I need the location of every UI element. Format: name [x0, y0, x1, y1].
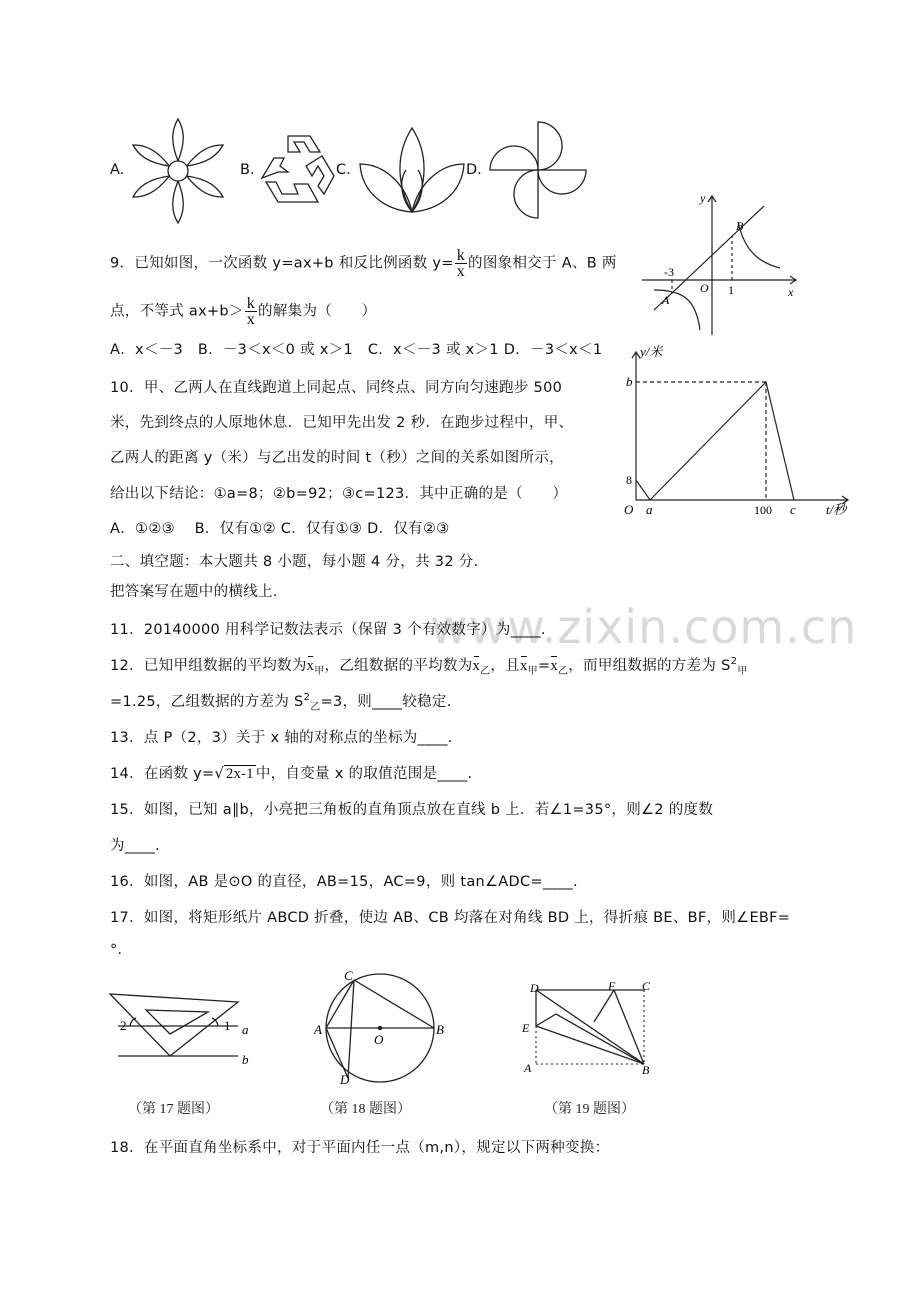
watermark: www.zixin.com.cn	[430, 600, 858, 654]
q9-label-x: x	[788, 285, 794, 299]
section2-title: 二、填空题：本大题共 8 小题，每小题 4 分，共 32 分.	[110, 554, 479, 570]
fig17-triangle-parallel	[104, 984, 264, 1080]
q9-tick-neg3: -3	[664, 265, 674, 279]
q8-figure-d-pinwheel	[486, 118, 590, 222]
fig19-label-f: F	[608, 979, 616, 993]
q10-line2: 米，先到终点的人原地休息．已知甲先出发 2 秒．在跑步过程中，甲、	[110, 415, 574, 431]
q14-text: 14．在函数 y=√ 2x-1 中，自变量 x 的取值范围是____.	[110, 766, 473, 782]
q18-text: 18．在平面直角坐标系中，对于平面内任一点（m,n），规定以下两种变换：	[110, 1140, 610, 1156]
fig18-caption: （第 18 题图）	[320, 1102, 411, 1117]
q8-option-b-label: B.	[240, 162, 255, 178]
q17-line1: 17．如图，将矩形纸片 ABCD 折叠，使边 AB、CB 均落在对角线 BD 上，得折痕 BE、BF，则∠EBF=	[110, 910, 791, 926]
q10-label-8: 8	[626, 473, 632, 487]
q8-figure-a-flower	[130, 116, 230, 224]
q12-line2: =1.25，乙组数据的方差为 $S^2_乙=3$，则____较稳定.	[110, 692, 452, 713]
fig18-label-a: A	[314, 1022, 322, 1037]
fig19-caption: （第 19 题图）	[544, 1102, 635, 1117]
q12-line1: 12．已知甲组数据的平均数为$x_甲$，乙组数据的平均数为$x_乙$，且$x_甲=x_乙$，而甲组数据的方差为 $S^2_甲$	[110, 656, 748, 677]
fig19-label-a: A	[524, 1061, 532, 1075]
q8-figure-c-lotus	[356, 124, 476, 216]
section2-note: 把答案写在题中的横线上.	[110, 584, 278, 600]
q9-graph	[632, 190, 804, 338]
q9-line2: 点，不等式 ax+b＞ $\frac{k}{x}$ 的解集为（ ）	[110, 295, 377, 328]
q9-options: A．x＜－3 B．－3＜x＜0 或 x＞1 C．x＜－3 或 x＞1 D．－3＜x＜1	[110, 342, 603, 358]
fig18-label-d: D	[340, 1072, 350, 1087]
q10-y-label: y/米	[640, 344, 663, 359]
fig17-label-1: 1	[224, 1018, 231, 1033]
q10-t-label: t/秒	[826, 502, 847, 517]
q17-line2: °．	[110, 942, 133, 958]
q9-line1: 9．已知如图，一次函数 y=ax+b 和反比例函数 y= $\frac{k}{x}$ 的图象相交于 A、B 两	[110, 247, 617, 280]
q10-label-100: 100	[754, 503, 772, 517]
fig17-caption: （第 17 题图）	[128, 1102, 219, 1117]
q8-option-d-label: D.	[466, 162, 482, 178]
q9-label-a: A	[662, 293, 670, 307]
q9-label-y: y	[700, 191, 706, 205]
q15-line2: 为____.	[110, 838, 160, 854]
fraction-k-over-x: $\frac{k}{x}$	[456, 247, 466, 280]
q11-text: 11．20140000 用科学记数法表示（保留 3 个有效数字）为____.	[110, 622, 546, 638]
fig17-label-b: b	[242, 1052, 249, 1067]
fig17-label-a: a	[242, 1022, 249, 1037]
q9-label-o: O	[700, 281, 709, 295]
radicand: 2x-1	[226, 766, 254, 782]
fig19-rectangle-fold	[518, 976, 668, 1078]
fig19-label-c: C	[642, 979, 651, 993]
fig18-circle	[310, 968, 450, 1088]
fig19-label-b: B	[642, 1063, 650, 1077]
fig18-label-b: B	[436, 1022, 444, 1037]
fig18-label-o: O	[374, 1032, 384, 1047]
q8-option-c-label: C.	[336, 162, 351, 178]
q16-text: 16．如图，AB 是⊙O 的直径，AB=15，AC=9，则 tan∠ADC=____.	[110, 874, 578, 890]
q10-label-o: O	[624, 502, 634, 517]
q10-graph	[616, 340, 856, 522]
q10-label-a: a	[646, 502, 653, 517]
q9-label-b: B	[736, 219, 744, 233]
fig18-label-c: C	[344, 968, 353, 983]
fig19-label-d: D	[530, 981, 539, 995]
q10-label-c: c	[790, 502, 796, 517]
q10-line1: 10．甲、乙两人在直线跑道上同起点、同终点、同方向匀速跑步 500	[110, 380, 563, 396]
fig17-label-2: 2	[120, 1018, 127, 1033]
q15-line1: 15．如图，已知 a∥b，小亮把三角板的直角顶点放在直线 b 上．若∠1=35°，则∠2 的度数	[110, 802, 714, 818]
q9-tick-1: 1	[728, 283, 734, 297]
q10-line3: 乙两人的距离 y（米）与乙出发的时间 t（秒）之间的关系如图所示，	[110, 450, 564, 466]
q10-line4: 给出以下结论：①a=8；②b=92；③c=123．其中正确的是（ ）	[110, 486, 568, 502]
q10-label-b: b	[626, 374, 633, 389]
fig19-label-e: E	[522, 1021, 530, 1035]
q13-text: 13．点 P（2，3）关于 x 轴的对称点的坐标为____.	[110, 730, 453, 746]
q8-figure-b-recycle	[258, 132, 340, 208]
fraction-k-over-x: $\frac{k}{x}$	[246, 295, 256, 328]
q10-options: A．①②③ B．仅有①② C．仅有①③ D．仅有②③	[110, 521, 450, 537]
q8-option-a-label: A.	[110, 162, 125, 178]
